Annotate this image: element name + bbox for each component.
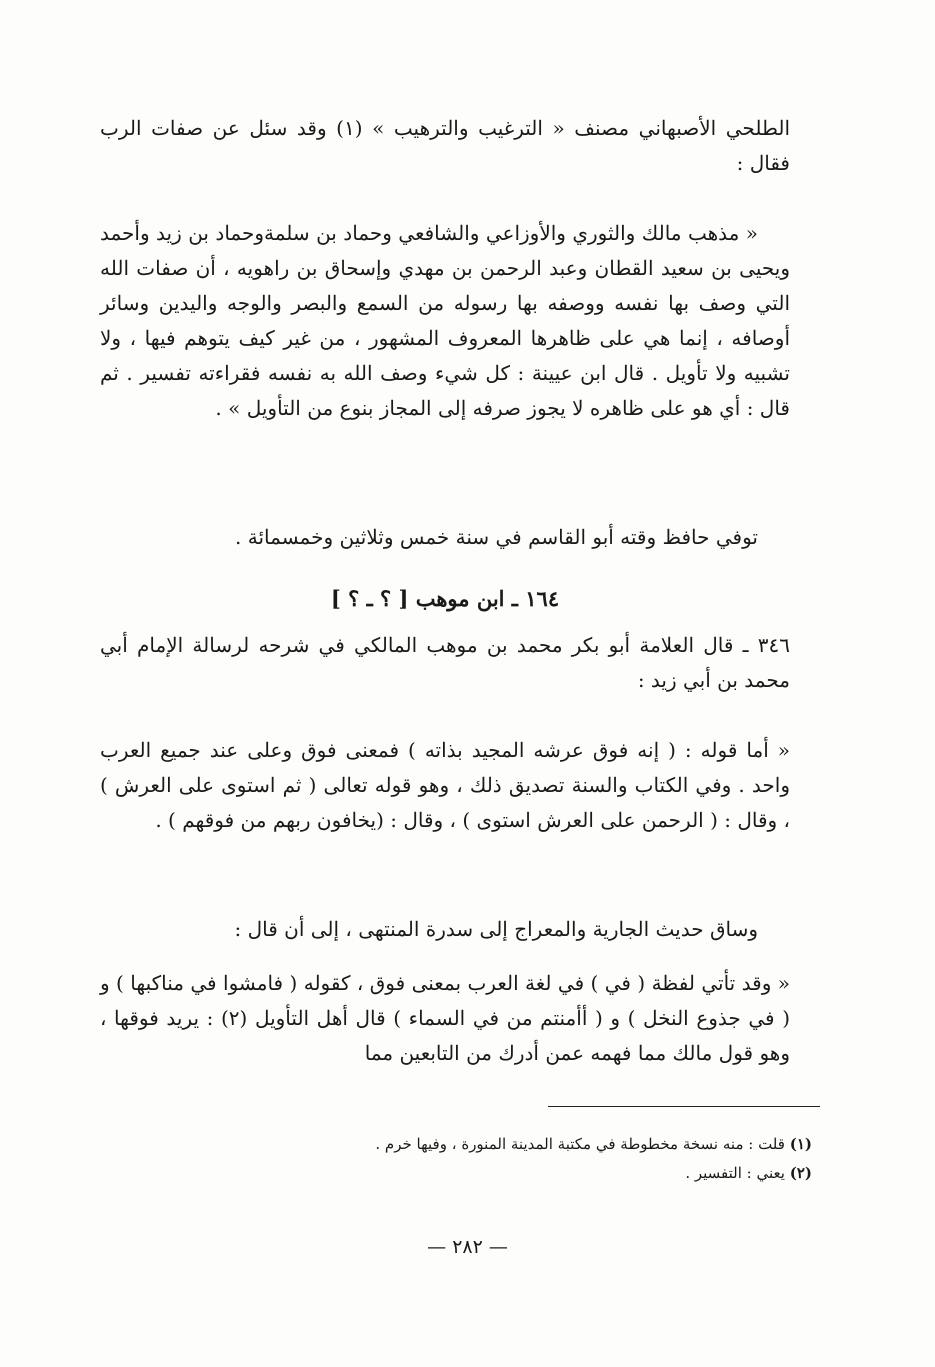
footnote-1 <box>300 1130 812 1159</box>
paragraph-3-text: توفي حافظ وقته أبو القاسم في سنة خمس وثلاثين وخمسمائة . <box>235 525 758 549</box>
paragraph-7-text: « وقد تأتي لفظة ( في ) في لغة العرب بمعنى فوق ، كقوله ( فامشوا في مناكبها ) و ( في جذوع النخل ) و ( أأمنتم من في السماء ) قال أهل التأويل (٢) : يريد فوقها ، وهو قول مالك مما فهمه عمن أدرك من التابعين مما <box>100 971 790 1065</box>
paragraph-1-text: الطلحي الأصبهاني مصنف « الترغيب والترهيب » (١) وقد سئل عن صفات الرب فقال : <box>100 116 790 175</box>
paragraph-6 <box>100 912 790 947</box>
paragraph-6-text: وساق حديث الجارية والمعراج إلى سدرة المنتهى ، إلى أن قال : <box>234 917 758 941</box>
paragraph-2-text: « مذهب مالك والثوري والأوزاعي والشافعي وحماد بن سلمةوحماد بن زيد وأحمد ويحيى بن سعيد القطان وعبد الرحمن بن مهدي وإسحاق بن راهويه ، أن صفات الله التي وصف بها نفسه ووصفه بها رسوله من السمع والبصر والوجه واليدين وسائر أوصافه ، إنما هي على ظاهرها المعروف المشهور ، من غير كيف يتوهم فيها ، ولا تشبيه ولا تأويل . قال ابن عيينة : كل شيء وصف الله به نفسه فقراءته تفسير . ثم قال : أي هو على ظاهره لا يجوز صرفه إلى المجاز بنوع من التأويل » . <box>100 221 790 420</box>
paragraph-1 <box>100 111 790 181</box>
paragraph-4 <box>100 628 790 698</box>
footnote-1-text: قلت : منه نسخة مخطوطة في مكتبة المدينة المنورة ، وفيها خرم . <box>375 1135 785 1153</box>
paragraph-4-text: ٣٤٦ ـ قال العلامة أبو بكر محمد بن موهب المالكي في شرحه لرسالة الإمام أبي محمد بن أبي زيد : <box>100 633 790 692</box>
section-heading: ١٦٤ ـ ابن موهب [ ؟ ـ ؟ ] <box>330 586 560 611</box>
paragraph-3 <box>100 520 790 555</box>
paragraph-5-quote <box>100 733 790 838</box>
paragraph-7-quote <box>100 966 790 1071</box>
footnotes <box>300 1130 812 1188</box>
footnote-2-number: (٢) <box>789 1164 812 1182</box>
footnote-1-number: (١) <box>789 1135 812 1153</box>
footnote-2-text: يعني : التفسير . <box>685 1164 785 1182</box>
paragraph-5-text: « أما قوله : ( إنه فوق عرشه المجيد بذاته ) فمعنى فوق وعلى عند جميع العرب واحد . وفي الكتاب والسنة تصديق ذلك ، وهو قوله تعالى ( ثم استوى على العرش ) ، وقال : ( الرحمن على العرش استوى ) ، وقال : (يخافون ربهم من فوقهم ) . <box>100 738 790 832</box>
page-number: — ٢٨٢ — <box>427 1236 508 1258</box>
paragraph-2-quote <box>100 216 790 426</box>
footnote-separator <box>548 1106 820 1107</box>
footnote-2 <box>300 1159 812 1188</box>
